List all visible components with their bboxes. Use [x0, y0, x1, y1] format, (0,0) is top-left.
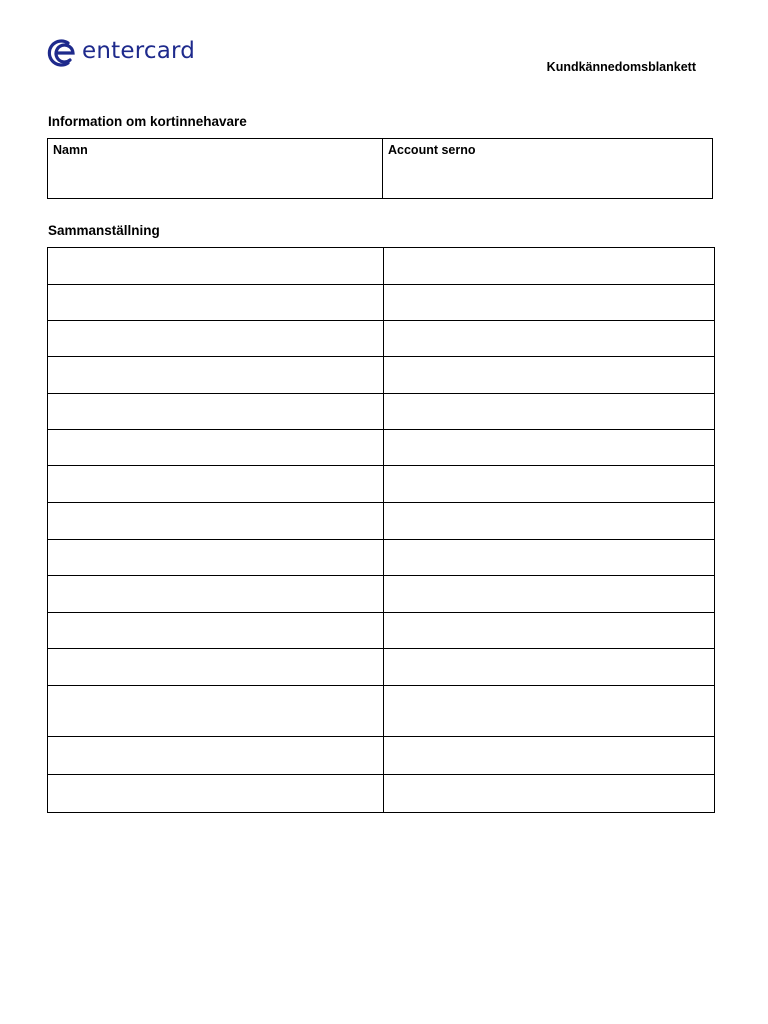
summary-row [48, 394, 715, 430]
summary-cell-left[interactable] [48, 430, 384, 466]
summary-row [48, 503, 715, 540]
summary-cell-right[interactable] [384, 540, 715, 576]
summary-cell-left[interactable] [48, 540, 384, 576]
cardholder-info-table [47, 138, 713, 199]
entercard-logo [46, 36, 195, 70]
summary-table [47, 247, 715, 813]
summary-cell-left[interactable] [48, 686, 384, 737]
summary-row [48, 737, 715, 775]
summary-row [48, 357, 715, 394]
summary-cell-left[interactable] [48, 775, 384, 813]
entercard-e-icon [46, 37, 78, 69]
summary-cell-right[interactable] [384, 357, 715, 394]
summary-cell-right[interactable] [384, 775, 715, 813]
summary-row [48, 576, 715, 613]
summary-row [48, 775, 715, 813]
account-serno-field[interactable] [383, 139, 713, 199]
summary-section-heading: Sammanställning [48, 223, 160, 238]
summary-cell-left[interactable] [48, 613, 384, 649]
summary-cell-right[interactable] [384, 430, 715, 466]
summary-cell-left[interactable] [48, 248, 384, 285]
summary-cell-right[interactable] [384, 649, 715, 686]
brand-name: entercard [82, 38, 196, 64]
summary-cell-left[interactable] [48, 466, 384, 503]
summary-row [48, 466, 715, 503]
summary-cell-right[interactable] [384, 321, 715, 357]
summary-row [48, 285, 715, 321]
summary-row [48, 540, 715, 576]
name-field-label: Namn [53, 143, 88, 157]
summary-cell-right[interactable] [384, 613, 715, 649]
summary-cell-right[interactable] [384, 686, 715, 737]
summary-row [48, 430, 715, 466]
summary-cell-left[interactable] [48, 737, 384, 775]
form-title: Kundkännedomsblankett [546, 60, 696, 74]
summary-cell-left[interactable] [48, 503, 384, 540]
info-section-heading: Information om kortinnehavare [48, 114, 247, 129]
summary-cell-left[interactable] [48, 357, 384, 394]
summary-cell-left[interactable] [48, 321, 384, 357]
summary-cell-right[interactable] [384, 394, 715, 430]
summary-row [48, 613, 715, 649]
summary-row [48, 321, 715, 357]
summary-row [48, 248, 715, 285]
summary-cell-right[interactable] [384, 466, 715, 503]
summary-cell-left[interactable] [48, 394, 384, 430]
summary-cell-right[interactable] [384, 285, 715, 321]
summary-cell-right[interactable] [384, 248, 715, 285]
summary-cell-right[interactable] [384, 576, 715, 613]
name-field[interactable] [48, 139, 383, 199]
summary-row [48, 649, 715, 686]
account-serno-field-label: Account serno [388, 143, 476, 157]
summary-cell-left[interactable] [48, 649, 384, 686]
summary-cell-right[interactable] [384, 503, 715, 540]
summary-cell-right[interactable] [384, 737, 715, 775]
summary-row [48, 686, 715, 737]
summary-cell-left[interactable] [48, 285, 384, 321]
cardholder-info-row [48, 139, 713, 199]
summary-cell-left[interactable] [48, 576, 384, 613]
